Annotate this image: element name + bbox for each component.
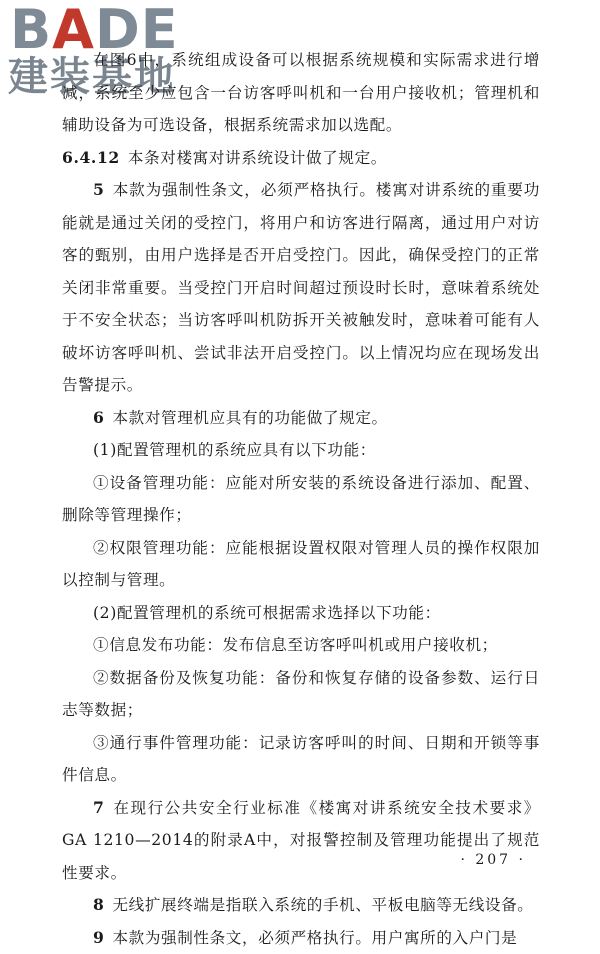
paragraph: (2)配置管理机的系统可根据需求选择以下功能：: [62, 597, 540, 630]
logo-brand-mark: A: [52, 0, 95, 61]
paragraph: (1)配置管理机的系统应具有以下功能：: [62, 434, 540, 467]
paragraph: ②权限管理功能：应能根据设置权限对管理人员的操作权限加以控制与管理。: [62, 532, 540, 597]
section-heading: 6.4.12 本条对楼寓对讲系统设计做了规定。: [62, 142, 540, 175]
paragraph: 7 在现行公共安全行业标准《楼寓对讲系统安全技术要求》GA 1210—2014的附录A中，对报警控制及管理功能提出了规范性要求。: [62, 792, 540, 890]
paragraph: 9 本款为强制性条文，必须严格执行。用户寓所的入户门是: [62, 922, 540, 954]
paragraph: 5 本款为强制性条文，必须严格执行。楼寓对讲系统的重要功能就是通过关闭的受控门，将用户和访客进行隔离，通过用户对访客的甄别，由用户选择是否开启受控门。因此，确保受控门的正常关闭非常重要。当受控门开启时间超过预设时长时，意味着系统处于不安全状态；当访客呼叫机防拆开关被触发时，意味着可能有人破坏访客呼叫机、尝试非法开启受控门。以上情况均应在现场发出告警提示。: [62, 174, 540, 402]
paragraph: 6 本款对管理机应具有的功能做了规定。: [62, 402, 540, 435]
paragraph: ①设备管理功能：应能对所安装的系统设备进行添加、配置、删除等管理操作；: [62, 467, 540, 532]
paragraph: 8 无线扩展终端是指联入系统的手机、平板电脑等无线设备。: [62, 889, 540, 922]
page-number: · 207 ·: [460, 852, 526, 868]
item-number: 5: [93, 180, 104, 199]
logo-brand: BADE: [10, 0, 179, 60]
paragraph: 在图6中，系统组成设备可以根据系统规模和实际需求进行增减，系统至少应包含一台访客呼叫机和一台用户接收机；管理机和辅助设备为可选设备，根据系统需求加以选配。: [62, 44, 540, 142]
document-body: [62, 44, 540, 954]
item-number: 8: [93, 895, 104, 914]
paragraph: ②数据备份及恢复功能：备份和恢复存储的设备参数、运行日志等数据；: [62, 662, 540, 727]
clause-number: 6.4.12: [62, 148, 120, 167]
paragraph: ③通行事件管理功能：记录访客呼叫的时间、日期和开锁等事件信息。: [62, 727, 540, 792]
logo-subtitle: 建装基地: [8, 54, 176, 100]
item-number: 7: [93, 798, 104, 817]
item-number: 9: [93, 928, 104, 947]
item-number: 6: [93, 408, 104, 427]
paragraph: ①信息发布功能：发布信息至访客呼叫机或用户接收机；: [62, 629, 540, 662]
